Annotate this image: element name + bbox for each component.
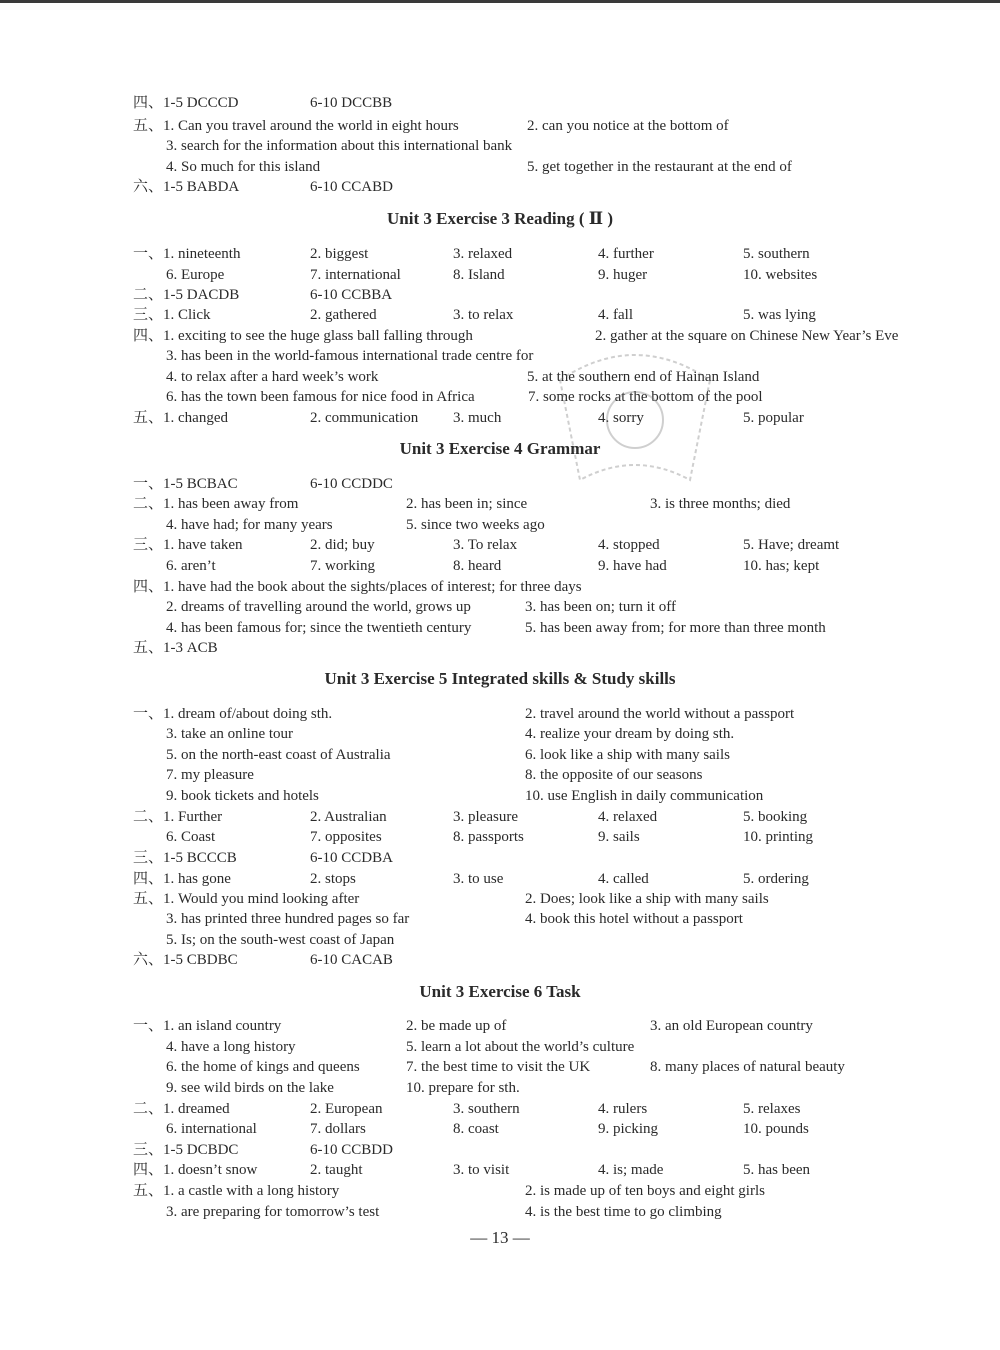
answer-item: 4. to relax after a hard week’s work: [166, 369, 379, 385]
answer-item: 2. European: [310, 1101, 383, 1117]
answer-item: 3. to use: [453, 871, 504, 887]
answer-item: 3. to visit: [453, 1162, 510, 1178]
answer-item: 四、1-5 DCCCD: [133, 95, 239, 111]
answer-item: 6. look like a ship with many sails: [525, 747, 730, 763]
answer-row: [0, 473, 1000, 495]
answer-row: [0, 1118, 1000, 1140]
answer-item: 6. Coast: [166, 829, 216, 845]
answer-row: [0, 534, 1000, 556]
answer-row: [0, 1056, 1000, 1078]
answer-item: 2. is made up of ten boys and eight girls: [525, 1183, 765, 1199]
answer-item: 3. is three months; died: [650, 496, 791, 512]
answer-item: 5. popular: [743, 410, 804, 426]
answer-row: [0, 806, 1000, 828]
answer-item: 5. at the southern end of Hainan Island: [527, 369, 760, 385]
answer-item: 8. coast: [453, 1121, 499, 1137]
answer-item: 6-10 DCCBB: [310, 95, 393, 111]
answer-item: 五、1. Would you mind looking after: [133, 891, 360, 907]
answer-item: 3. an old European country: [650, 1018, 813, 1034]
answer-item: 2. taught: [310, 1162, 363, 1178]
answer-item: 8. the opposite of our seasons: [525, 767, 703, 783]
answer-item: 6-10 CCDDC: [310, 476, 393, 492]
answer-item: 9. see wild birds on the lake: [166, 1080, 334, 1096]
answer-item: 4. So much for this island: [166, 159, 321, 175]
answer-row: [0, 1015, 1000, 1037]
answer-item: 一、1. nineteenth: [133, 246, 241, 262]
section-heading: Unit 3 Exercise 6 Task: [419, 982, 581, 1001]
answer-item: 6-10 CCDBA: [310, 850, 393, 866]
answer-item: 二、1. has been away from: [133, 496, 299, 512]
section-heading: Unit 3 Exercise 5 Integrated skills & Study skills: [324, 669, 676, 688]
section-heading: Unit 3 Exercise 4 Grammar: [399, 439, 601, 458]
answer-row: [0, 868, 1000, 890]
answer-item: 三、1. have taken: [133, 537, 243, 553]
answer-item: 7. international: [310, 267, 401, 283]
answer-item: 3. are preparing for tomorrow’s test: [166, 1204, 380, 1220]
answer-item: 四、1. has gone: [133, 871, 231, 887]
answer-item: 二、1. Further: [133, 809, 223, 825]
answer-item: 10. printing: [743, 829, 813, 845]
answer-item: 10. use English in daily communication: [525, 788, 764, 804]
answer-item: 4. have a long history: [166, 1039, 296, 1055]
answer-item: 五、1. changed: [133, 410, 228, 426]
answer-item: 二、1-5 DACDB: [133, 287, 240, 303]
answer-item: 2. dreams of travelling around the world, grows up: [166, 599, 471, 615]
answer-row: [0, 284, 1000, 306]
answer-item: 3. search for the information about this international bank: [166, 138, 513, 154]
section-heading: Unit 3 Exercise 3 Reading ( Ⅱ ): [386, 209, 614, 228]
answer-item: 9. have had: [598, 558, 667, 574]
answer-row: [0, 264, 1000, 286]
answer-item: 7. working: [310, 558, 375, 574]
answer-item: 6. Europe: [166, 267, 225, 283]
answer-item: 4. fall: [598, 307, 633, 323]
answer-item: 6. the home of kings and queens: [166, 1059, 360, 1075]
answer-item: 5. Have; dreamt: [743, 537, 840, 553]
answer-row: [0, 1098, 1000, 1120]
answer-item: 2. gather at the square on Chinese New Year’s Eve: [595, 328, 899, 344]
answer-row: [0, 1036, 1000, 1058]
answer-item: 4. called: [598, 871, 649, 887]
answer-item: 三、1. Click: [133, 307, 211, 323]
answer-item: 4. sorry: [598, 410, 644, 426]
answer-item: 2. can you notice at the bottom of: [527, 118, 729, 134]
top-rule: [0, 0, 1000, 3]
answer-item: 一、1-5 BCBAC: [133, 476, 238, 492]
answer-row: [0, 785, 1000, 807]
answer-row: [0, 949, 1000, 971]
answer-item: 10. prepare for sth.: [406, 1080, 520, 1096]
answer-item: 4. have had; for many years: [166, 517, 333, 533]
answer-row: [0, 908, 1000, 930]
answer-item: 6. aren’t: [166, 558, 216, 574]
answer-item: 4. is the best time to go climbing: [525, 1204, 722, 1220]
answer-item: 5. booking: [743, 809, 808, 825]
answer-item: 2. be made up of: [406, 1018, 507, 1034]
answer-row: [0, 135, 1000, 157]
answer-item: 8. passports: [453, 829, 524, 845]
answer-row: [0, 596, 1000, 618]
answer-item: 5. on the north-east coast of Australia: [166, 747, 391, 763]
answer-item: 5. ordering: [743, 871, 809, 887]
answer-row: [0, 386, 1000, 408]
answer-row: [0, 1077, 1000, 1099]
answer-item: 4. relaxed: [598, 809, 658, 825]
answer-item: 5. get together in the restaurant at the end of: [527, 159, 792, 175]
answer-row: [0, 1139, 1000, 1161]
answer-item: 7. opposites: [310, 829, 382, 845]
answer-item: 4. book this hotel without a passport: [525, 911, 743, 927]
answer-item: 六、1-5 BABDA: [133, 179, 240, 195]
answer-item: 7. my pleasure: [166, 767, 254, 783]
answer-item: 2. biggest: [310, 246, 369, 262]
answer-item: 3. has been in the world-famous international trade centre for: [166, 348, 534, 364]
answer-row: [0, 764, 1000, 786]
answer-row: [0, 304, 1000, 326]
answer-row: [0, 366, 1000, 388]
answer-item: 7. some rocks at the bottom of the pool: [528, 389, 763, 405]
answer-item: 7. the best time to visit the UK: [406, 1059, 591, 1075]
answer-item: 4. stopped: [598, 537, 660, 553]
answer-item: 8. Island: [453, 267, 505, 283]
answer-row: [0, 576, 1000, 598]
answer-item: 9. picking: [598, 1121, 658, 1137]
answer-item: 五、1. a castle with a long history: [133, 1183, 340, 1199]
answer-row: [0, 92, 1000, 114]
answer-item: 3. has been on; turn it off: [525, 599, 676, 615]
answer-row: [0, 847, 1000, 869]
answer-item: 5. has been: [743, 1162, 811, 1178]
answer-item: 2. communication: [310, 410, 419, 426]
answer-row: [0, 723, 1000, 745]
answer-row: [0, 555, 1000, 577]
answer-item: 三、1-5 BCCCB: [133, 850, 237, 866]
answer-item: 2. Does; look like a ship with many sails: [525, 891, 769, 907]
answer-row: [0, 493, 1000, 515]
answer-item: 五、1. Can you travel around the world in eight hours: [133, 118, 459, 134]
answer-row: [0, 514, 1000, 536]
answer-item: 3. relaxed: [453, 246, 513, 262]
answer-row: [0, 345, 1000, 367]
answer-row: [0, 1159, 1000, 1181]
answer-item: 3. to relax: [453, 307, 514, 323]
answer-item: 6. international: [166, 1121, 257, 1137]
answer-row: [0, 888, 1000, 910]
answer-item: 6-10 CACAB: [310, 952, 393, 968]
answer-item: 10. pounds: [743, 1121, 809, 1137]
answer-item: 四、1. exciting to see the huge glass ball falling through: [133, 328, 473, 344]
answer-item: 3. To relax: [453, 537, 518, 553]
answer-item: 4. rulers: [598, 1101, 648, 1117]
watermark-stamp: [540, 340, 730, 500]
answer-item: 5. southern: [743, 246, 810, 262]
answer-item: 8. heard: [453, 558, 502, 574]
answer-item: 一、1. an island country: [133, 1018, 282, 1034]
answer-item: 二、1. dreamed: [133, 1101, 230, 1117]
answer-item: 9. huger: [598, 267, 648, 283]
answer-item: 4. has been famous for; since the twentieth century: [166, 620, 472, 636]
answer-item: 五、1-3 ACB: [133, 640, 218, 656]
answer-item: 4. realize your dream by doing sth.: [525, 726, 735, 742]
answer-row: [0, 407, 1000, 429]
answer-item: 6-10 CCBBA: [310, 287, 393, 303]
answer-item: 5. since two weeks ago: [406, 517, 545, 533]
answer-item: 10. has; kept: [743, 558, 820, 574]
answer-item: 3. southern: [453, 1101, 520, 1117]
answer-row: [0, 1180, 1000, 1202]
answer-item: 5. learn a lot about the world’s culture: [406, 1039, 635, 1055]
answer-item: 5. Is; on the south-west coast of Japan: [166, 932, 395, 948]
answer-item: 5. has been away from; for more than three month: [525, 620, 826, 636]
answer-item: 四、1. doesn’t snow: [133, 1162, 258, 1178]
answer-item: 2. travel around the world without a passport: [525, 706, 795, 722]
answer-row: [0, 929, 1000, 951]
answer-item: 2. gathered: [310, 307, 377, 323]
answer-item: 4. further: [598, 246, 654, 262]
answer-item: 4. is; made: [598, 1162, 664, 1178]
answer-item: 四、1. have had the book about the sights/places of interest; for three days: [133, 579, 582, 595]
answer-row: [0, 703, 1000, 725]
page-number: — 13 —: [470, 1228, 530, 1247]
answer-item: 3. take an online tour: [166, 726, 294, 742]
answer-item: 8. many places of natural beauty: [650, 1059, 845, 1075]
answer-item: 六、1-5 CBDBC: [133, 952, 238, 968]
answer-item: 7. dollars: [310, 1121, 366, 1137]
answer-item: 6-10 CCBDD: [310, 1142, 393, 1158]
answer-item: 2. has been in; since: [406, 496, 528, 512]
answer-item: 5. was lying: [743, 307, 816, 323]
answer-row: [0, 826, 1000, 848]
answer-item: 3. much: [453, 410, 502, 426]
answer-item: 3. pleasure: [453, 809, 518, 825]
answer-item: 3. has printed three hundred pages so far: [166, 911, 410, 927]
answer-item: 5. relaxes: [743, 1101, 801, 1117]
answer-item: 2. did; buy: [310, 537, 375, 553]
answer-row: [0, 1201, 1000, 1223]
answer-item: 9. book tickets and hotels: [166, 788, 319, 804]
answer-row: [0, 176, 1000, 198]
answer-row: [0, 637, 1000, 659]
answer-item: 2. stops: [310, 871, 356, 887]
answer-row: [0, 617, 1000, 639]
answer-item: 一、1. dream of/about doing sth.: [133, 706, 333, 722]
answer-item: 三、1-5 DCBDC: [133, 1142, 239, 1158]
answer-row: [0, 156, 1000, 178]
answer-row: [0, 744, 1000, 766]
answer-row: [0, 243, 1000, 265]
answer-row: [0, 325, 1000, 347]
answer-item: 2. Australian: [310, 809, 387, 825]
answer-item: 10. websites: [743, 267, 818, 283]
answer-item: 9. sails: [598, 829, 640, 845]
answer-item: 6. has the town been famous for nice food in Africa: [166, 389, 475, 405]
answer-item: 6-10 CCABD: [310, 179, 393, 195]
answer-row: [0, 115, 1000, 137]
